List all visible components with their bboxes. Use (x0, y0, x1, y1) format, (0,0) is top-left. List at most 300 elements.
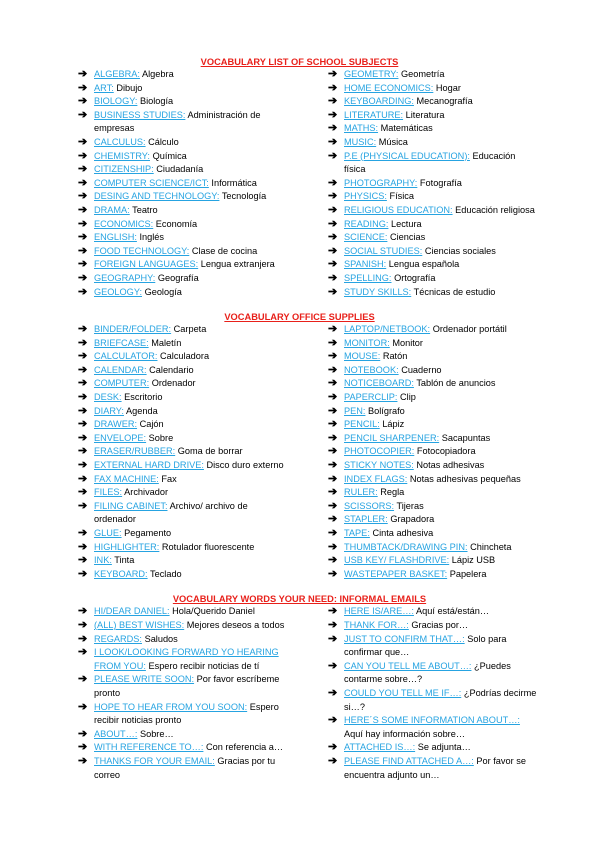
list-item (328, 660, 558, 687)
arrow-bullet-icon: ➔ (78, 163, 88, 176)
continuation-line (94, 122, 328, 136)
list-item (78, 68, 328, 82)
item-text (94, 741, 328, 755)
item-text (94, 568, 328, 582)
list-item (78, 272, 328, 286)
vocab-term: FAX MACHINE: (94, 473, 159, 484)
item-text (94, 500, 328, 527)
vocab-translation: Saludos (144, 633, 178, 644)
vocab-translation: Música (378, 136, 408, 147)
list-item (78, 204, 328, 218)
arrow-bullet-icon: ➔ (78, 363, 88, 376)
vocab-translation: Técnicas de estudio (413, 286, 496, 297)
section-office-supplies (0, 311, 599, 581)
item-text (344, 445, 558, 459)
vocab-translation: Se adjunta… (417, 742, 471, 753)
item-text (344, 513, 558, 527)
arrow-bullet-icon: ➔ (78, 673, 88, 686)
arrow-bullet-icon: ➔ (328, 418, 338, 431)
item-text (94, 728, 328, 742)
list-item (78, 646, 328, 673)
list-item (78, 391, 328, 405)
item-text (94, 445, 328, 459)
vocab-term: COULD YOU TELL ME IF…: (344, 687, 462, 698)
vocab-term: HOPE TO HEAR FROM YOU SOON: (94, 701, 248, 712)
vocab-translation: Maletín (151, 337, 182, 348)
arrow-bullet-icon: ➔ (78, 258, 88, 271)
vocab-translation: Economía (155, 218, 198, 229)
item-text (344, 286, 558, 300)
item-text (94, 204, 328, 218)
list-item (328, 391, 558, 405)
vocab-translation: Hola/Querido Daniel (172, 606, 255, 617)
vocab-term: THANK FOR…: (344, 619, 409, 630)
vocab-term: I LOOK/LOOKING FORWARD YO HEARING (94, 647, 279, 658)
item-text (344, 122, 558, 136)
list-item (328, 741, 558, 755)
item-text (344, 741, 558, 755)
right-column (328, 68, 558, 299)
vocab-term: ENVELOPE: (94, 432, 147, 443)
arrow-bullet-icon: ➔ (328, 271, 338, 284)
list-item (328, 714, 558, 741)
vocab-term: ERASER/RUBBER: (94, 446, 176, 457)
arrow-bullet-icon: ➔ (78, 741, 88, 754)
vocab-term: PHOTOCOPIER: (344, 446, 415, 457)
list-item (78, 231, 328, 245)
item-text (344, 714, 558, 741)
vocab-term: REGARDS: (94, 633, 142, 644)
list-item (328, 350, 558, 364)
continuation-line (94, 769, 328, 783)
arrow-bullet-icon: ➔ (328, 217, 338, 230)
item-text (344, 660, 558, 687)
vocab-translation: Mecanografía (416, 96, 473, 107)
vocab-term: KEYBOARD: (94, 568, 148, 579)
item-text (94, 432, 328, 446)
list-item (78, 109, 328, 136)
vocab-term: TAPE: (344, 528, 370, 538)
vocab-translation: Calendario (149, 364, 194, 375)
item-text (344, 136, 558, 150)
item-text (344, 568, 558, 582)
item-text (344, 541, 558, 555)
item-text (344, 527, 558, 541)
item-text (344, 432, 558, 446)
arrow-bullet-icon: ➔ (78, 567, 88, 580)
vocab-translation: Monitor (392, 337, 423, 348)
vocab-translation: Biología (139, 96, 174, 107)
item-text (94, 486, 328, 500)
vocab-term: CALCULUS: (94, 136, 146, 147)
arrow-bullet-icon: ➔ (328, 68, 338, 80)
arrow-bullet-icon: ➔ (328, 323, 338, 336)
item-text (344, 605, 558, 619)
list-item (328, 605, 558, 619)
section-informal-emails (0, 593, 599, 782)
vocab-translation-continuation: contarme sobre…? (344, 674, 423, 685)
list-item (328, 190, 558, 204)
item-text (94, 633, 328, 647)
item-text (344, 337, 558, 351)
item-text (94, 95, 328, 109)
vocab-translation: Sobre… (139, 728, 174, 739)
vocab-translation: Grapadora (390, 514, 435, 525)
arrow-bullet-icon: ➔ (328, 95, 338, 108)
vocab-term: DRAMA: (94, 204, 130, 215)
arrow-bullet-icon: ➔ (328, 391, 338, 404)
list-item (78, 218, 328, 232)
vocab-term: NOTICEBOARD: (344, 378, 414, 389)
arrow-bullet-icon: ➔ (78, 700, 88, 713)
vocab-term: PHOTOGRAPHY: (344, 177, 418, 188)
vocab-term: SCISSORS: (344, 500, 395, 511)
arrow-bullet-icon: ➔ (78, 231, 88, 244)
vocab-term: CITIZENSHIP: (94, 164, 154, 175)
list-item (328, 755, 558, 782)
vocab-term: HERE´S SOME INFORMATION ABOUT…: (344, 715, 520, 726)
vocab-translation: Hogar (435, 82, 461, 93)
item-text (344, 109, 558, 123)
list-item (78, 432, 328, 446)
item-text (344, 405, 558, 419)
vocab-term: FILING CABINET: (94, 500, 168, 511)
item-text (94, 364, 328, 378)
arrow-bullet-icon: ➔ (328, 486, 338, 499)
right-column (328, 323, 558, 581)
vocab-translation: Calculadora (160, 351, 210, 362)
arrow-bullet-icon: ➔ (78, 727, 88, 740)
vocab-term: ECONOMICS: (94, 218, 154, 229)
vocab-translation: Aquí está/están… (416, 606, 490, 617)
list-item (328, 459, 558, 473)
item-text (94, 136, 328, 150)
list-item (328, 432, 558, 446)
item-text (94, 619, 328, 633)
arrow-bullet-icon: ➔ (78, 754, 88, 767)
item-text (94, 258, 328, 272)
list-item (78, 190, 328, 204)
arrow-bullet-icon: ➔ (78, 336, 88, 349)
vocab-translation: Geografía (157, 272, 199, 283)
item-text (344, 364, 558, 378)
item-text (94, 473, 328, 487)
continuation-line (344, 769, 558, 783)
list-item (78, 350, 328, 364)
arrow-bullet-icon: ➔ (328, 190, 338, 203)
arrow-bullet-icon: ➔ (78, 244, 88, 257)
arrow-bullet-icon: ➔ (78, 135, 88, 148)
vocab-translation: Ciudadanía (156, 164, 204, 175)
arrow-bullet-icon: ➔ (78, 527, 88, 539)
list-item (328, 68, 558, 82)
vocab-term: FOOD TECHNOLOGY: (94, 245, 190, 256)
list-item (78, 163, 328, 177)
vocab-translation: Notas adhesivas (416, 460, 485, 471)
arrow-bullet-icon: ➔ (328, 472, 338, 485)
vocab-translation: Gracias por… (411, 619, 469, 630)
item-text (94, 673, 328, 700)
arrow-bullet-icon: ➔ (328, 108, 338, 121)
vocab-translation-continuation: Espero recibir noticias de tí (148, 660, 260, 671)
vocab-translation: Lápiz (382, 419, 405, 430)
vocab-term: HI/DEAR DANIEL: (94, 606, 170, 617)
arrow-bullet-icon: ➔ (78, 81, 88, 94)
item-text (344, 95, 558, 109)
vocab-translation: Informática (211, 177, 257, 188)
vocab-translation: Ciencias sociales (424, 245, 496, 256)
vocab-term: FILES: (94, 487, 123, 498)
list-item (78, 177, 328, 191)
list-item (328, 633, 558, 660)
vocab-translation: Teatro (132, 204, 158, 215)
item-text (344, 391, 558, 405)
list-item (328, 258, 558, 272)
vocab-translation: Gracias por tu (217, 755, 276, 766)
list-item (328, 245, 558, 259)
list-item (78, 673, 328, 700)
vocab-term: PENCIL SHARPENER: (344, 432, 440, 443)
vocab-term: BIOLOGY: (94, 96, 138, 107)
continuation-line (344, 728, 558, 742)
continuation-line (344, 701, 558, 715)
arrow-bullet-icon: ➔ (328, 404, 338, 417)
vocab-term: BINDER/FOLDER: (94, 324, 172, 335)
vocab-translation: Por favor se (476, 755, 526, 766)
vocab-translation: Papelera (449, 568, 487, 579)
vocab-translation: Física (389, 191, 414, 202)
list-item (78, 136, 328, 150)
arrow-bullet-icon: ➔ (78, 646, 88, 659)
arrow-bullet-icon: ➔ (328, 567, 338, 580)
vocab-term: INK: (94, 555, 112, 566)
vocab-term: WITH REFERENCE TO…: (94, 742, 204, 753)
list-item (328, 541, 558, 555)
arrow-bullet-icon: ➔ (78, 632, 88, 645)
item-text (94, 350, 328, 364)
vocab-term: SCIENCE: (344, 232, 388, 243)
arrow-bullet-icon: ➔ (328, 499, 338, 512)
vocab-translation: Agenda (126, 405, 158, 416)
list-item (328, 218, 558, 232)
vocab-translation: Lengua extranjera (200, 259, 275, 270)
item-text (94, 701, 328, 728)
vocab-translation: Fotografía (419, 177, 462, 188)
list-item (328, 500, 558, 514)
arrow-bullet-icon: ➔ (78, 499, 88, 512)
list-item (78, 150, 328, 164)
list-item (78, 459, 328, 473)
arrow-bullet-icon: ➔ (328, 618, 338, 631)
list-item (328, 109, 558, 123)
arrow-bullet-icon: ➔ (328, 741, 338, 754)
vocab-translation: Algebra (142, 69, 174, 79)
item-text (94, 68, 328, 82)
continuation-line (344, 646, 558, 660)
vocab-term: KEYBOARDING: (344, 96, 414, 107)
arrow-bullet-icon: ➔ (78, 618, 88, 631)
list-item (78, 245, 328, 259)
arrow-bullet-icon: ➔ (78, 176, 88, 189)
item-text (94, 163, 328, 177)
list-item (328, 619, 558, 633)
arrow-bullet-icon: ➔ (78, 472, 88, 485)
vocab-term: LAPTOP/NETBOOK: (344, 324, 431, 335)
continuation-line (94, 660, 328, 674)
vocab-term: WASTEPAPER BASKET: (344, 568, 448, 579)
item-text (344, 150, 558, 177)
list-item (78, 605, 328, 619)
vocab-term: GEOLOGY: (94, 286, 142, 297)
vocab-term: ALGEBRA: (94, 69, 140, 79)
vocab-translation: Clip (400, 392, 416, 403)
arrow-bullet-icon: ➔ (328, 513, 338, 526)
item-text (344, 554, 558, 568)
list-item (328, 82, 558, 96)
item-text (344, 473, 558, 487)
vocab-term: STICKY NOTES: (344, 460, 414, 471)
item-text (344, 459, 558, 473)
list-item (78, 741, 328, 755)
list-item (328, 486, 558, 500)
list-item (328, 337, 558, 351)
list-item (78, 486, 328, 500)
list-item (78, 701, 328, 728)
vocab-translation: Goma de borrar (177, 446, 243, 457)
item-text (94, 541, 328, 555)
continuation-line (94, 714, 328, 728)
list-item (328, 286, 558, 300)
section-title: VOCABULARY WORDS YOUR NEED: INFORMAL EMAILS (172, 594, 427, 605)
vocab-translation: Bolígrafo (368, 405, 405, 416)
list-item (78, 445, 328, 459)
vocab-term: ABOUT…: (94, 728, 138, 739)
item-text (344, 218, 558, 232)
list-item (328, 687, 558, 714)
vocab-translation: Tijeras (396, 500, 424, 511)
arrow-bullet-icon: ➔ (78, 404, 88, 417)
vocab-translation: Espero (249, 701, 279, 712)
arrow-bullet-icon: ➔ (78, 391, 88, 404)
vocab-term: JUST TO CONFIRM THAT…: (344, 633, 465, 644)
vocab-term: DIARY: (94, 405, 124, 416)
item-text (94, 109, 328, 136)
vocab-translation-continuation: confirmar que… (344, 647, 410, 658)
item-text (94, 554, 328, 568)
item-text (344, 755, 558, 782)
vocab-term: SPANISH: (344, 259, 387, 270)
vocab-term: NOTEBOOK: (344, 364, 399, 375)
item-text (344, 633, 558, 660)
vocab-translation: Lectura (390, 218, 422, 229)
arrow-bullet-icon: ➔ (78, 445, 88, 458)
vocab-translation: Carpeta (173, 324, 207, 335)
arrow-bullet-icon: ➔ (328, 527, 338, 539)
list-item (328, 418, 558, 432)
list-item (328, 377, 558, 391)
list-item (78, 323, 328, 337)
list-item (78, 377, 328, 391)
list-item (328, 150, 558, 177)
list-item (328, 177, 558, 191)
vocab-translation: Tinta (114, 555, 135, 566)
list-item (78, 95, 328, 109)
arrow-bullet-icon: ➔ (78, 377, 88, 390)
section-title: VOCABULARY LIST OF SCHOOL SUBJECTS (200, 57, 399, 67)
list-item (78, 82, 328, 96)
arrow-bullet-icon: ➔ (78, 554, 88, 567)
arrow-bullet-icon: ➔ (78, 149, 88, 162)
vocab-term: RELIGIOUS EDUCATION: (344, 204, 453, 215)
arrow-bullet-icon: ➔ (328, 605, 338, 618)
vocab-term: STUDY SKILLS: (344, 286, 412, 297)
vocab-translation: Inglés (139, 232, 164, 243)
vocab-translation: ¿Podrías decirme (463, 687, 537, 698)
arrow-bullet-icon: ➔ (78, 323, 88, 336)
list-item (328, 473, 558, 487)
list-item (328, 527, 558, 541)
vocab-translation: Sacapuntas (441, 432, 491, 443)
vocab-term: P.E (PHYSICAL EDUCATION): (344, 150, 470, 161)
item-text (94, 646, 328, 673)
arrow-bullet-icon: ➔ (328, 149, 338, 162)
vocab-term: PLEASE FIND ATTACHED A…: (344, 755, 474, 766)
arrow-bullet-icon: ➔ (78, 95, 88, 108)
list-item (328, 405, 558, 419)
vocab-translation: Clase de cocina (191, 245, 258, 256)
vocab-term: DESING AND TECHNOLOGY: (94, 191, 220, 202)
list-item (78, 541, 328, 555)
vocab-translation: ¿Puedes (474, 660, 511, 671)
item-text (94, 272, 328, 286)
vocab-translation: Dibujo (116, 82, 143, 93)
arrow-bullet-icon: ➔ (78, 486, 88, 499)
vocab-translation: Chincheta (470, 541, 512, 552)
vocab-term: SOCIAL STUDIES: (344, 245, 423, 256)
vocab-term: FOREIGN LANGUAGES: (94, 259, 199, 270)
vocab-translation: Archivo/ archivo de (169, 500, 248, 511)
vocab-translation: Lápiz USB (451, 555, 496, 566)
vocab-term: ATTACHED IS…: (344, 742, 416, 753)
arrow-bullet-icon: ➔ (328, 459, 338, 472)
item-text (344, 377, 558, 391)
vocab-term: CALCULATOR: (94, 351, 158, 362)
vocab-term: RULER: (344, 487, 378, 498)
vocab-translation: Ciencias (389, 232, 426, 243)
vocab-term: THUMBTACK/DRAWING PIN: (344, 541, 468, 552)
item-text (94, 150, 328, 164)
item-text (344, 231, 558, 245)
list-item (328, 364, 558, 378)
vocab-translation: Mejores deseos a todos (186, 619, 285, 630)
vocab-term: ENGLISH: (94, 232, 137, 243)
arrow-bullet-icon: ➔ (78, 271, 88, 284)
arrow-bullet-icon: ➔ (328, 754, 338, 767)
vocab-translation: Cinta adhesiva (372, 528, 434, 538)
vocab-term: GEOMETRY: (344, 69, 399, 79)
vocab-term: CALENDAR: (94, 364, 147, 375)
item-text (94, 177, 328, 191)
list-item (78, 728, 328, 742)
vocab-translation-continuation: empresas (94, 123, 135, 134)
vocab-translation-continuation: pronto (94, 687, 121, 698)
arrow-bullet-icon: ➔ (328, 714, 338, 727)
vocab-term: ART: (94, 82, 114, 93)
vocab-term: SPELLING: (344, 272, 392, 283)
vocab-translation: Teclado (150, 568, 182, 579)
arrow-bullet-icon: ➔ (328, 203, 338, 216)
vocab-term: EXTERNAL HARD DRIVE: (94, 460, 204, 471)
